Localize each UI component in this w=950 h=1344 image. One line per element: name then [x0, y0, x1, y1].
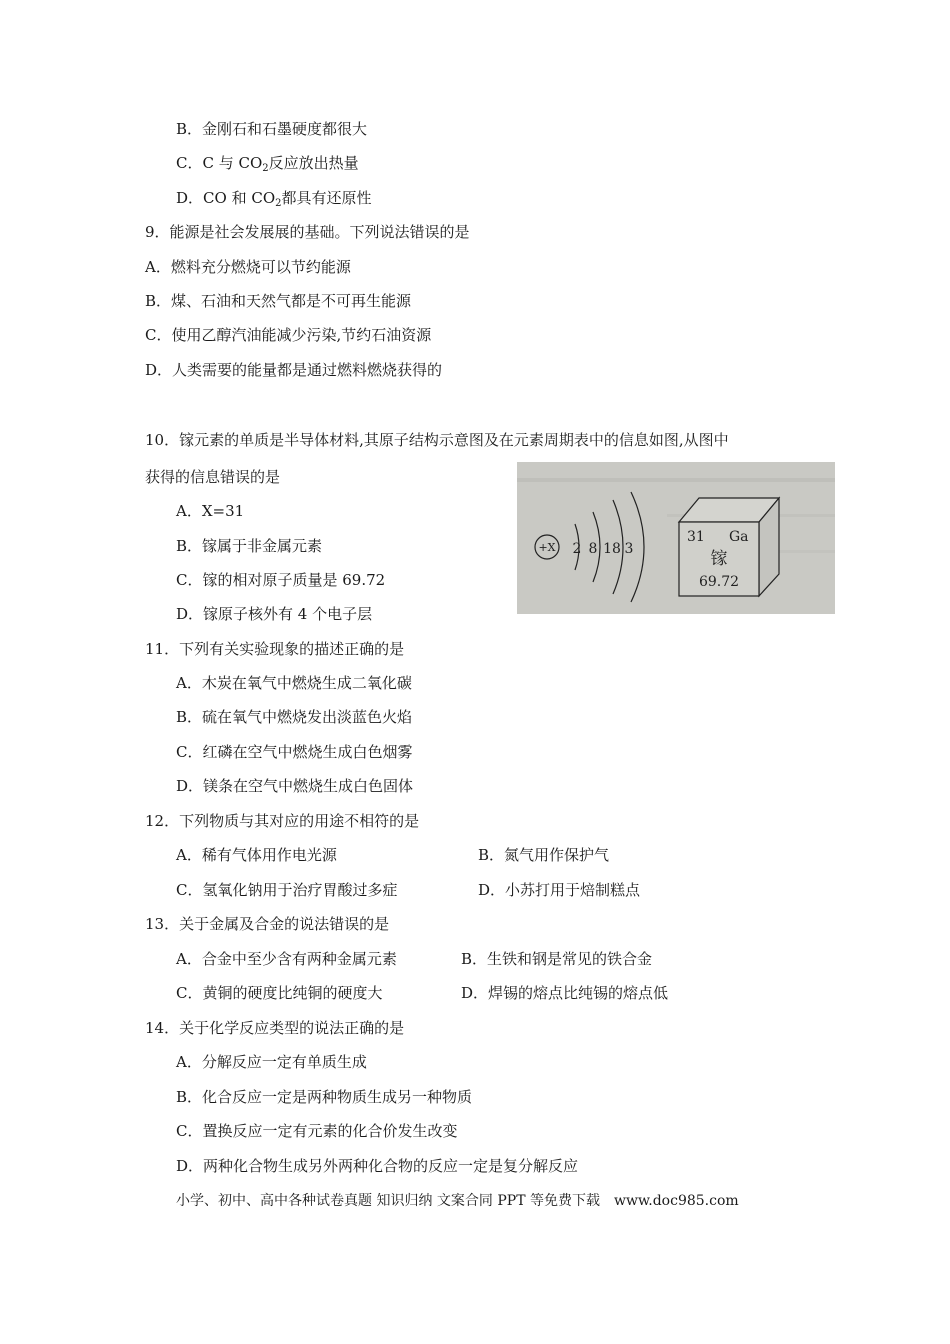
q14-option-b: B．化合反应一定是两种物质生成另一种物质 — [176, 1088, 473, 1106]
q8-option-d-post: 都具有还原性 — [281, 189, 372, 207]
q13-option-d: D．焊锡的熔点比纯锡的熔点低 — [461, 984, 669, 1002]
q8-option-c — [176, 153, 359, 179]
q11-option-b: B．硫在氧气中燃烧发出淡蓝色火焰 — [176, 708, 413, 726]
q12-option-a: A．稀有气体用作电光源 — [176, 846, 337, 864]
q8-option-c-sub: 2 — [262, 163, 269, 174]
shell-count-3: 18 — [603, 541, 621, 557]
q14-option-c: C．置换反应一定有元素的化合价发生改变 — [176, 1122, 458, 1140]
q9-option-a: A．燃料充分燃烧可以节约能源 — [145, 258, 351, 276]
q14-stem: 14．关于化学反应类型的说法正确的是 — [145, 1019, 405, 1037]
q10-option-a: A．X=31 — [176, 502, 245, 520]
nucleus-label: +X — [538, 541, 556, 554]
q9-stem: 9．能源是社会发展展的基础。下列说法错误的是 — [145, 223, 470, 241]
q10-stem-line1: 10．镓元素的单质是半导体材料,其原子结构示意图及在元素周期表中的信息如图,从图中 — [145, 431, 729, 449]
q12-option-d: D．小苏打用于焙制糕点 — [478, 881, 641, 899]
q8-option-d-pre: D．CO 和 CO — [176, 189, 276, 207]
atomic-number: 31 — [687, 529, 705, 545]
q14-option-d: D．两种化合物生成另外两种化合物的反应一定是复分解反应 — [176, 1157, 579, 1175]
q13-option-c: C．黄铜的硬度比纯铜的硬度大 — [176, 984, 383, 1002]
q9-option-c: C．使用乙醇汽油能减少污染,节约石油资源 — [145, 326, 432, 344]
q10-option-b: B．镓属于非金属元素 — [176, 537, 323, 555]
q9-option-b: B．煤、石油和天然气都是不可再生能源 — [145, 292, 412, 310]
q12-option-c: C．氢氧化钠用于治疗胃酸过多症 — [176, 881, 398, 899]
q8-option-c-post: 反应放出热量 — [268, 154, 359, 172]
q12-option-b: B．氮气用作保护气 — [478, 846, 610, 864]
q8-option-d — [176, 188, 372, 214]
q13-option-a: A．合金中至少含有两种金属元素 — [176, 950, 397, 968]
gallium-figure-svg — [517, 462, 835, 614]
shell-count-2: 8 — [588, 541, 598, 557]
q14-option-a: A．分解反应一定有单质生成 — [176, 1053, 367, 1071]
q11-option-c: C．红磷在空气中燃烧生成白色烟雾 — [176, 743, 413, 761]
q11-option-d: D．镁条在空气中燃烧生成白色固体 — [176, 777, 414, 795]
q8-option-b: B．金刚石和石墨硬度都很大 — [176, 120, 368, 138]
q10-option-d: D．镓原子核外有 4 个电子层 — [176, 605, 373, 623]
q12-stem: 12．下列物质与其对应的用途不相符的是 — [145, 812, 420, 830]
q10-stem-line2: 获得的信息错误的是 — [145, 468, 281, 486]
q8-option-c-pre: C．C 与 CO — [176, 154, 263, 172]
page-footer: 小学、初中、高中各种试卷真题 知识归纳 文案合同 PPT 等免费下载 www.doc985.com — [176, 1193, 739, 1209]
ghost-line — [517, 478, 835, 482]
q8-option-d-sub: 2 — [275, 198, 282, 209]
shell-count-1: 2 — [572, 541, 582, 557]
gallium-figure — [517, 462, 835, 614]
element-symbol: Ga — [729, 529, 749, 545]
q11-stem: 11．下列有关实验现象的描述正确的是 — [145, 640, 405, 658]
shell-count-4: 3 — [624, 541, 634, 557]
atomic-mass: 69.72 — [698, 574, 740, 590]
q9-option-d: D．人类需要的能量都是通过燃料燃烧获得的 — [145, 361, 443, 379]
element-name: 镓 — [710, 549, 728, 569]
q10-option-c: C．镓的相对原子质量是 69.72 — [176, 571, 386, 589]
q11-option-a: A．木炭在氧气中燃烧生成二氧化碳 — [176, 674, 412, 692]
q13-stem: 13．关于金属及合金的说法错误的是 — [145, 915, 390, 933]
q13-option-b: B．生铁和钢是常见的铁合金 — [461, 950, 653, 968]
